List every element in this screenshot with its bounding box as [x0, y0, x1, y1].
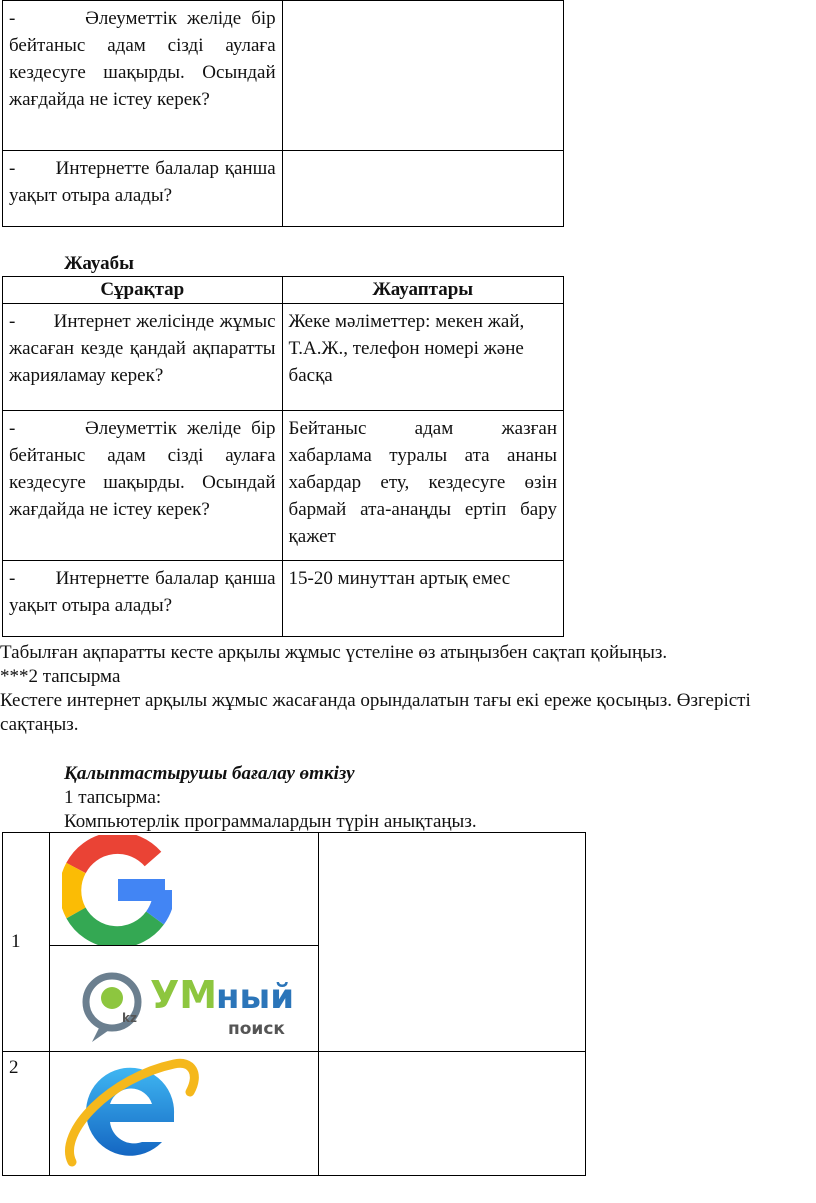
logo-cell [50, 946, 319, 1052]
answers-heading: Жауабы [64, 253, 134, 274]
question-cell: - Интернетте балалар қанша уақыт отыра алады? [9, 158, 276, 206]
row-number: 1 [11, 931, 21, 952]
table-row [3, 1, 564, 151]
column-header-questions: Сұрақтар [100, 279, 185, 300]
logo-cell [50, 833, 319, 946]
answer-cell-empty [319, 1052, 586, 1176]
answer-cell: 15-20 минуттан артық емес [288, 568, 511, 589]
question-cell: - Әлеуметтік желіде бір бейтаныс адам сізді аулаға кездесуге шақырды. Осындай жағдайда не істеу керек? [9, 418, 276, 520]
column-header-answers: Жауаптары [372, 279, 474, 300]
row-number: 2 [9, 1057, 19, 1078]
table-row [3, 1052, 586, 1176]
task-1-instruction: Компьютерлік программалардын түрін анықтаңыз. [64, 811, 477, 832]
task-1-label: 1 тапсырма: [64, 787, 162, 808]
logo-badge: kz [122, 1011, 138, 1025]
table-row [3, 833, 586, 946]
answer-cell-empty [282, 151, 563, 227]
instruction-add-rules: Кестеге интернет арқылы жұмыс жасағанда орындалатын тағы екі ереже қосыңыз. Өзгерісті сақтаңыз. [0, 690, 751, 735]
table-row [3, 561, 564, 637]
question-cell: - Әлеуметтік желіде бір бейтаныс адам сізді аулаға кездесуге шақырды. Осындай жағдайда не істеу керек? [9, 8, 276, 110]
table-row [3, 411, 564, 561]
table-header-row [3, 277, 564, 304]
question-cell: - Интернет желісінде жұмыс жасаған кезде қандай ақпаратты жарияламау керек? [9, 311, 276, 386]
logo-word-blue: ный [216, 977, 295, 1017]
instruction-save: Табылған ақпаратты кесте арқылы жұмыс үстеліне өз атыңызбен сақтап қойыңыз. [0, 642, 668, 663]
logo-sub: поиск [228, 1019, 286, 1039]
answer-cell-empty [319, 833, 586, 1052]
table-row [3, 151, 564, 227]
question-cell: - Интернетте балалар қанша уақыт отыра алады? [9, 568, 276, 616]
internet-explorer-logo-icon [62, 1052, 202, 1172]
answer-cell: Бейтаныс адам жазған хабарлама туралы ата ананы хабардар ету, кездесуге өзін бармай ата-анаңды ертіп бару қажет [288, 418, 557, 547]
task-2-heading: ***2 тапсырма [0, 666, 121, 687]
logo-word-green: УМ [150, 973, 218, 1017]
answer-cell: Жеке мәліметтер: мекен жай, Т.А.Ж., телефон номері және басқа [288, 311, 525, 386]
logo-cell [50, 1052, 319, 1176]
umny-poisk-logo-icon [78, 960, 318, 1050]
google-logo-icon [62, 835, 172, 945]
answer-cell-empty [282, 1, 563, 151]
questions-table [2, 0, 564, 227]
answers-table [2, 276, 564, 637]
table-row [3, 304, 564, 411]
programs-table [2, 832, 586, 1176]
assessment-title: Қалыптастырушы бағалау өткізу [64, 763, 355, 784]
